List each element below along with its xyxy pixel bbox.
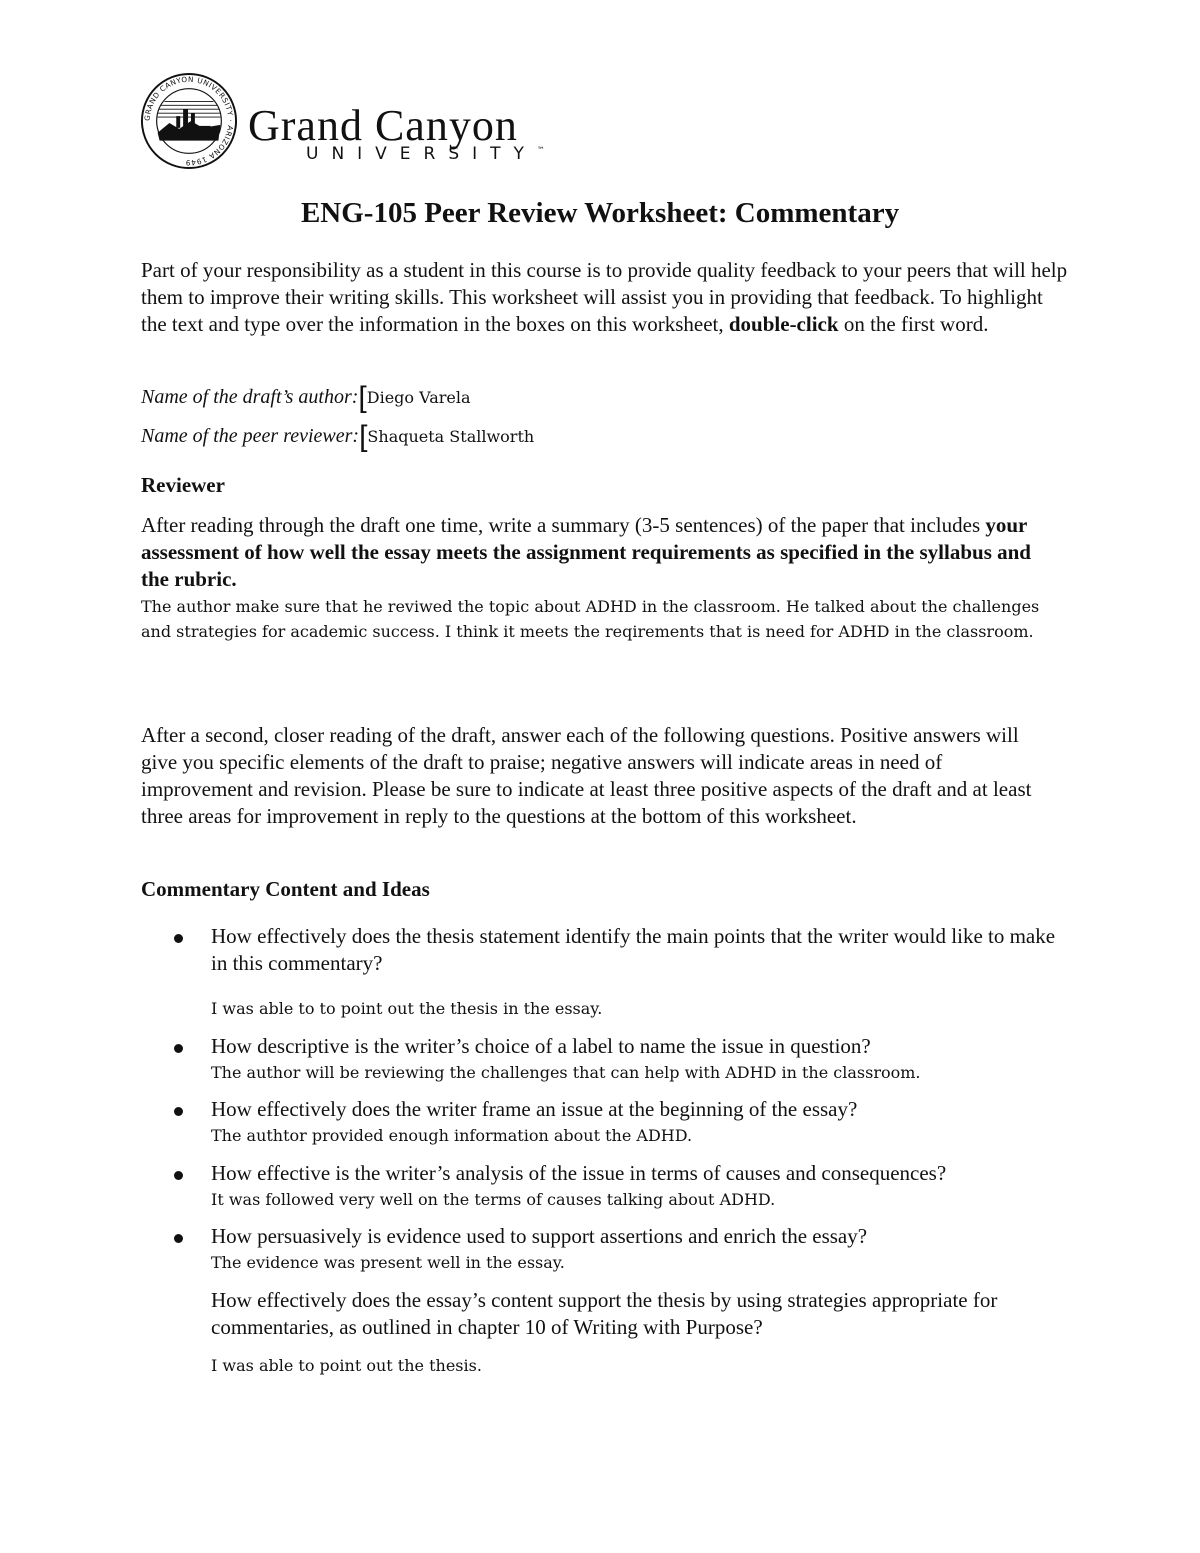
question-text: How descriptive is the writer’s choice of a label to name the issue in question? [211, 1034, 871, 1058]
bullet-icon [174, 1171, 183, 1180]
field-bracket-icon: [ [359, 420, 368, 453]
reviewer-prompt [141, 512, 1041, 593]
bullet-icon [174, 1107, 183, 1116]
reviewer-prompt-bold: your assessment of how well the essay meets the assignment requirements as specified in the syllabus and the rubric. [141, 513, 1031, 591]
author-label: Name of the draft’s author: [141, 386, 359, 408]
reviewer-heading: Reviewer [141, 473, 225, 497]
answer-text[interactable]: It was followed very well on the terms of causes talking about ADHD. [211, 1190, 776, 1209]
trademark-symbol: ™ [536, 145, 545, 155]
reviewer-label: Name of the peer reviewer: [141, 425, 360, 447]
intro-tail: on the first word. [838, 312, 989, 336]
author-input[interactable]: Diego Varela [366, 388, 471, 407]
field-bracket-icon: [ [358, 381, 367, 414]
question-text: How effectively does the essay’s content support the thesis by using strategies appropriate for commentaries, as outlined in chapter 10 of Writing with Purpose? [211, 1288, 998, 1339]
university-name-line2-text: UNIVERSITY [306, 144, 537, 164]
question-item [141, 923, 1061, 1021]
question-item [141, 1033, 1061, 1085]
question-item [141, 1223, 1061, 1275]
reviewer-summary-response[interactable]: The author make sure that he reviwed the topic about ADHD in the classroom. He talked about the challenges and strategies for academic success. I think it meets the reqirements that is need for ADHD in the classroom. [141, 597, 1040, 641]
question-item [141, 1096, 1061, 1148]
university-name-line2 [306, 146, 545, 163]
answer-text[interactable]: I was able to point out the thesis. [211, 1356, 482, 1375]
intro-text: Part of your responsibility as a student in this course is to provide quality feedback to your peers that will help them to improve their writing skills. This worksheet will assist you in providing that feedback. To highlight the text and type over the information in the boxes on this worksheet, [141, 258, 1068, 336]
answer-text[interactable]: I was able to to point out the thesis in the essay. [211, 999, 603, 1018]
university-name-line1: Grand Canyon [248, 101, 518, 150]
bullet-icon [174, 934, 183, 943]
worksheet-title: ENG-105 Peer Review Worksheet: Commentary [300, 197, 900, 229]
university-seal-logo [140, 72, 238, 170]
question-text: How persuasively is evidence used to support assertions and enrich the essay? [211, 1224, 868, 1248]
seal-text: GRAND CANYON UNIVERSITY · ARIZONA 1949 [142, 74, 236, 168]
reviewer-prompt-text: After reading through the draft one time, write a summary (3-5 sentences) of the paper that includes [141, 513, 986, 537]
reviewer-input[interactable]: Shaqueta Stallworth [367, 427, 535, 446]
question-item-unbulleted [141, 1287, 1061, 1378]
question-text: How effective is the writer’s analysis of the issue in terms of causes and consequences? [211, 1161, 947, 1185]
question-item [141, 1160, 1061, 1212]
bullet-icon [174, 1234, 183, 1243]
content-heading: Commentary Content and Ideas [141, 877, 430, 901]
question-text: How effectively does the thesis statement identify the main points that the writer would like to make in this commentary? [211, 924, 1056, 975]
question-text: How effectively does the writer frame an issue at the beginning of the essay? [211, 1097, 858, 1121]
bullet-icon [174, 1044, 183, 1053]
intro-bold: double-click [728, 312, 839, 336]
reviewer-field-row [141, 422, 534, 451]
answer-text[interactable]: The author will be reviewing the challenges that can help with ADHD in the classroom. [211, 1063, 921, 1082]
second-reading-paragraph: After a second, closer reading of the draft, answer each of the following questions. Positive answers will give you specific elements of the draft to praise; negative answers will indicate areas in need of improvement and revision. Please be sure to indicate at least three positive aspects of the draft and at least three areas for improvement in reply to the questions at the bottom of this worksheet. [141, 723, 1032, 828]
answer-text[interactable]: The authtor provided enough information about the ADHD. [211, 1126, 693, 1145]
author-field-row [141, 383, 471, 412]
intro-paragraph [141, 257, 1071, 338]
answer-text[interactable]: The evidence was present well in the essay. [211, 1253, 565, 1272]
